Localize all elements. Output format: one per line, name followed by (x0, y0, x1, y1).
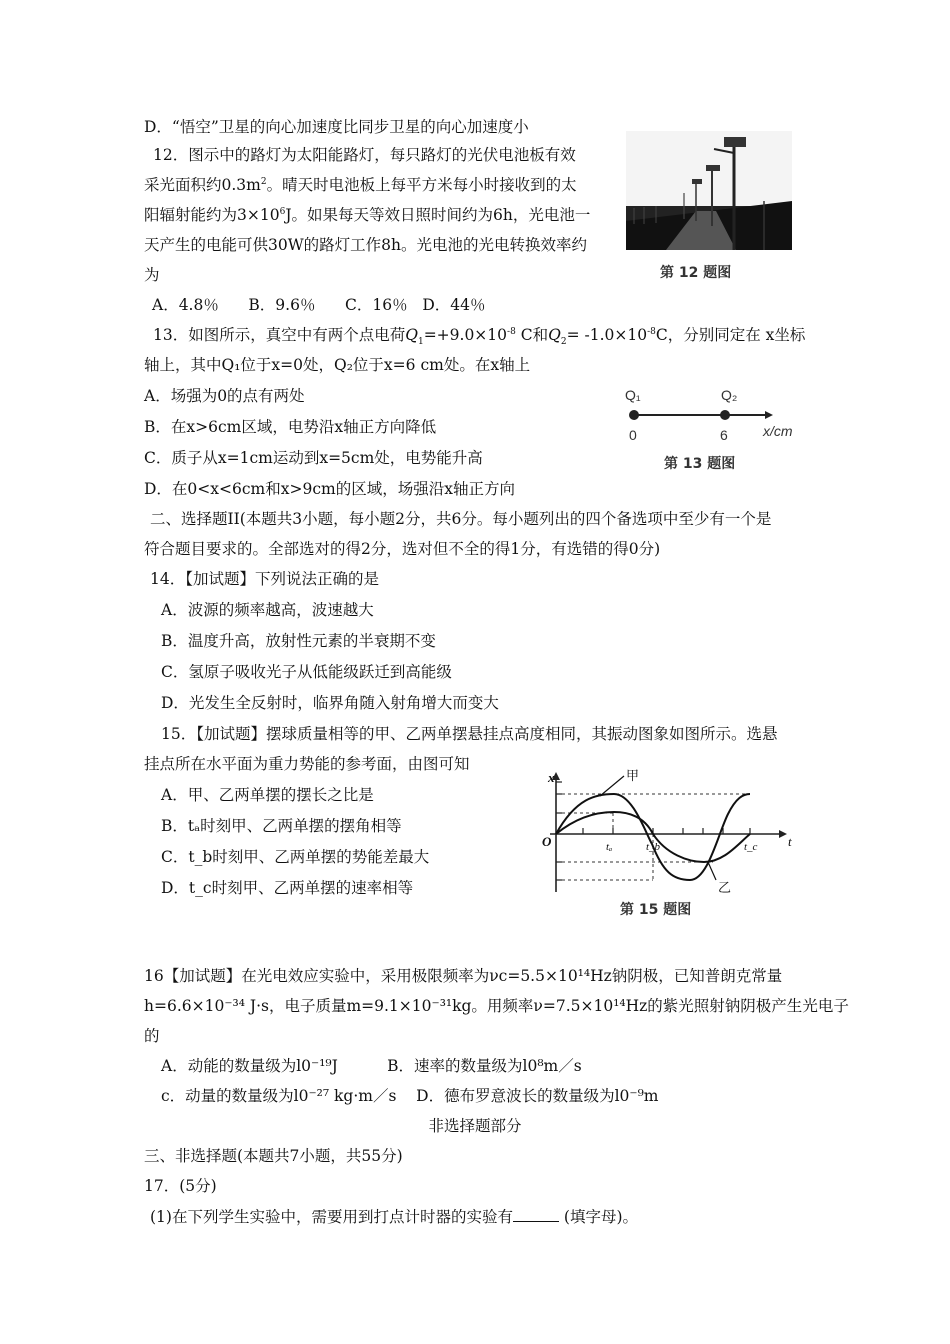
q12-options: A．4.8％ B．9.6％ C．16％ D．44％ (152, 296, 486, 314)
q15-option-a: A．甲、乙两单摆的摆长之比是 (161, 786, 374, 804)
q12-line-1: 12．图示中的路灯为太阳能路灯，每只路灯的光伏电池板有效 (153, 146, 576, 164)
fig15-caption: 第 15 题图 (620, 902, 692, 918)
q17-part1: (1)在下列学生实验中，需要用到打点计时器的实验有 (填字母)。 (150, 1208, 638, 1226)
label-q2: Q₂ (721, 387, 738, 403)
q14-option-b: B．温度升高，放射性元素的半衰期不变 (161, 632, 436, 650)
q14-stem: 14．【加试题】下列说法正确的是 (150, 570, 379, 588)
section3-heading: 三、非选择题(本题共7小题，共55分) (144, 1147, 403, 1165)
q13-option-d: D．在0<x<6cm和x>9cm的区域，场强沿x轴正方向 (144, 480, 515, 498)
q15-option-d: D．t_c时刻甲、乙两单摆的速率相等 (161, 879, 414, 897)
q16-line-2: h=6.6×10⁻³⁴ J·s，电子质量m=9.1×10⁻³¹kg。用频率ν=7.5×10¹⁴Hz的紫光照射钠阴极产生光电子 (144, 997, 849, 1015)
fig15-oscillation-graph (538, 768, 800, 898)
q13-option-b: B．在x>6cm区域，电势沿x轴正方向降低 (144, 418, 437, 436)
option-d-q11: D．“悟空”卫星的向心加速度比同步卫星的向心加速度小 (144, 118, 529, 136)
t-axis-label: t (788, 834, 792, 849)
q16-options-cd: c．动量的数量级为l0⁻²⁷ kg·m／s D．德布罗意波长的数量级为l0⁻⁹m (161, 1087, 659, 1105)
q14-option-a: A．波源的频率越高，波速越大 (161, 601, 374, 619)
part-title: 非选择题部分 (428, 1117, 522, 1135)
q15-option-c: C．t_b时刻甲、乙两单摆的势能差最大 (161, 848, 430, 866)
tick-6: 6 (720, 427, 728, 443)
q13-line-2: 轴上，其中Q₁位于x=0处，Q₂位于x=6 cm处。在x轴上 (144, 356, 531, 374)
fig13-caption: 第 13 题图 (664, 456, 736, 472)
q15-line-2: 挂点所在水平面为重力势能的参考面，由图可知 (144, 755, 470, 773)
answer-blank[interactable] (513, 1207, 559, 1222)
q13-line-1: 13．如图所示，真空中有两个点电荷$Q_1=+9.0\times 10^{-8}$ C和$Q_2= -1.0\times 10^{-8}C$，分别同定在 x坐标 (153, 326, 806, 348)
fig13-diagram (615, 382, 815, 447)
charge-q2 (720, 410, 730, 420)
q12-line-3: 阳辐射能约为$3\times 10^6J$。如果每天等效日照时间约为6h，光电池一 (144, 206, 591, 224)
section2-line-2: 符合题目要求的。全部选对的得2分，选对但不全的得1分，有选错的得0分) (144, 540, 661, 558)
q13-option-a: A．场强为0的点有两处 (144, 387, 305, 405)
q13-option-c: C．质子从x=1cm运动到x=5cm处，电势能升高 (144, 449, 483, 467)
q16-options-ab: A．动能的数量级为l0⁻¹⁹J B．速率的数量级为l0⁸m／s (161, 1057, 582, 1075)
label-q1: Q₁ (625, 387, 641, 403)
origin-label: O (542, 834, 552, 849)
q12-line-4: 天产生的电能可供30W的路灯工作8h。光电池的光电转换效率约 (144, 236, 588, 254)
q12-line-5: 为 (144, 266, 160, 284)
tb-label: t_b (646, 841, 661, 853)
q12-line-2: 采光面积约$0.3m^2$。晴天时电池板上每平方米每小时接收到的太 (144, 176, 577, 194)
q15-option-b: B．tₐ时刻甲、乙两单摆的摆角相等 (161, 817, 402, 835)
q16-line-3: 的 (144, 1027, 160, 1045)
street-lamp-photo (626, 131, 792, 250)
charge-q1 (629, 410, 639, 420)
q15-line-1: 15．【加试题】摆球质量相等的甲、乙两单摆悬挂点高度相同，其振动图象如图所示。选悬 (161, 725, 778, 743)
q14-option-d: D．光发生全反射时，临界角随入射角增大而变大 (161, 694, 499, 712)
tc-label: t_c (744, 841, 758, 853)
ta-label: tₐ (606, 841, 613, 853)
section2-line-1: 二、选择题II(本题共3小题，每小题2分，共6分。每小题列出的四个备选项中至少有一个是 (150, 510, 772, 528)
q17-heading: 17．(5分) (144, 1177, 217, 1195)
jia-label: 甲 (626, 769, 640, 784)
tick-0: 0 (629, 427, 637, 443)
fig12-caption: 第 12 题图 (660, 265, 732, 281)
y-axis-label: x (548, 770, 555, 785)
q16-line-1: 16【加试题】在光电效应实验中，采用极限频率为νc=5.5×10¹⁴Hz钠阴极，已知普朗克常量 (144, 967, 783, 985)
x-axis-label: x/cm (763, 423, 793, 439)
q14-option-c: C．氢原子吸收光子从低能级跃迁到高能级 (161, 663, 452, 681)
yi-label: 乙 (718, 881, 732, 896)
